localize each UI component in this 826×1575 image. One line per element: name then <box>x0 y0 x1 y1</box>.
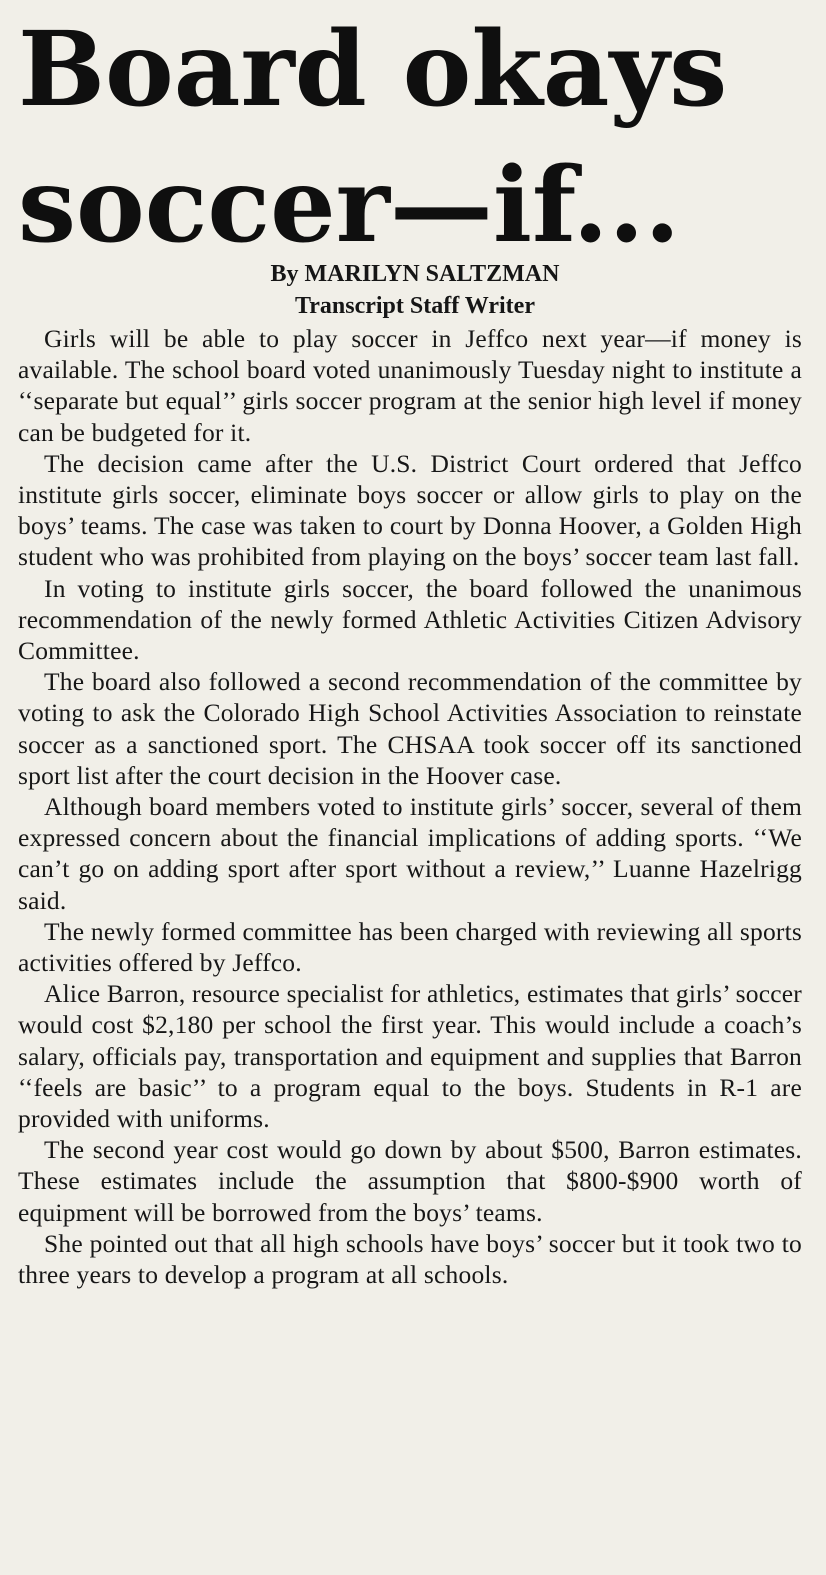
paragraph: The newly formed committee has been charged with reviewing all sports activities offered by Jeffco. <box>18 916 802 978</box>
paragraph: She pointed out that all high schools have boys’ soccer but it took two to three years to develop a program at all schools. <box>18 1228 802 1290</box>
paragraph: Girls will be able to play soccer in Jeffco next year—if money is available. The school board voted unanimously Tuesday night to institute a ‘‘separate but equal’’ girls soccer program at the senior high level if money can be budgeted for it. <box>18 324 802 447</box>
paragraph: Although board members voted to institute girls’ soccer, several of them expressed concern about the financial implications of adding sports. ‘‘We can’t go on adding sport after sport without a review,’’ Luanne Hazelrigg said. <box>18 792 802 915</box>
paragraph: Alice Barron, resource specialist for athletics, estimates that girls’ soccer would cost $2,180 per school the first year. This would include a coach’s salary, officials pay, transportation and equipment and supplies that Barron ‘‘feels are basic’’ to a program equal to the boys. Students in R-1 are provided with uniforms. <box>18 979 802 1134</box>
headline-line-2: soccer—if... <box>18 145 681 266</box>
headline-line-1: Board okays <box>18 9 728 130</box>
byline-role: Transcript Staff Writer <box>295 293 535 319</box>
article-body <box>18 323 802 1290</box>
paragraph: The decision came after the U.S. District Court ordered that Jeffco institute girls soccer, eliminate boys soccer or allow girls to play on the boys’ teams. The case was taken to court by Donna Hoover, a Golden High student who was prohibited from playing on the boys’ soccer team last fall. <box>18 448 802 572</box>
paragraph: In voting to institute girls soccer, the board followed the unanimous recommendation of the newly formed Athletic Activities Citizen Advisory Committee. <box>18 573 802 666</box>
paragraph: The board also followed a second recommendation of the committee by voting to ask the Colorado High School Activities Association to reinstate soccer as a sanctioned sport. The CHSAA took soccer off its sanctioned sport list after the court decision in the Hoover case. <box>18 667 802 790</box>
headline <box>18 2 802 274</box>
paragraph: The second year cost would go down by about $500, Barron estimates. These estimates include the assumption that $800-$900 worth of equipment will be borrowed from the boys’ teams. <box>18 1135 802 1227</box>
byline-author: By MARILYN SALTZMAN <box>270 261 560 287</box>
